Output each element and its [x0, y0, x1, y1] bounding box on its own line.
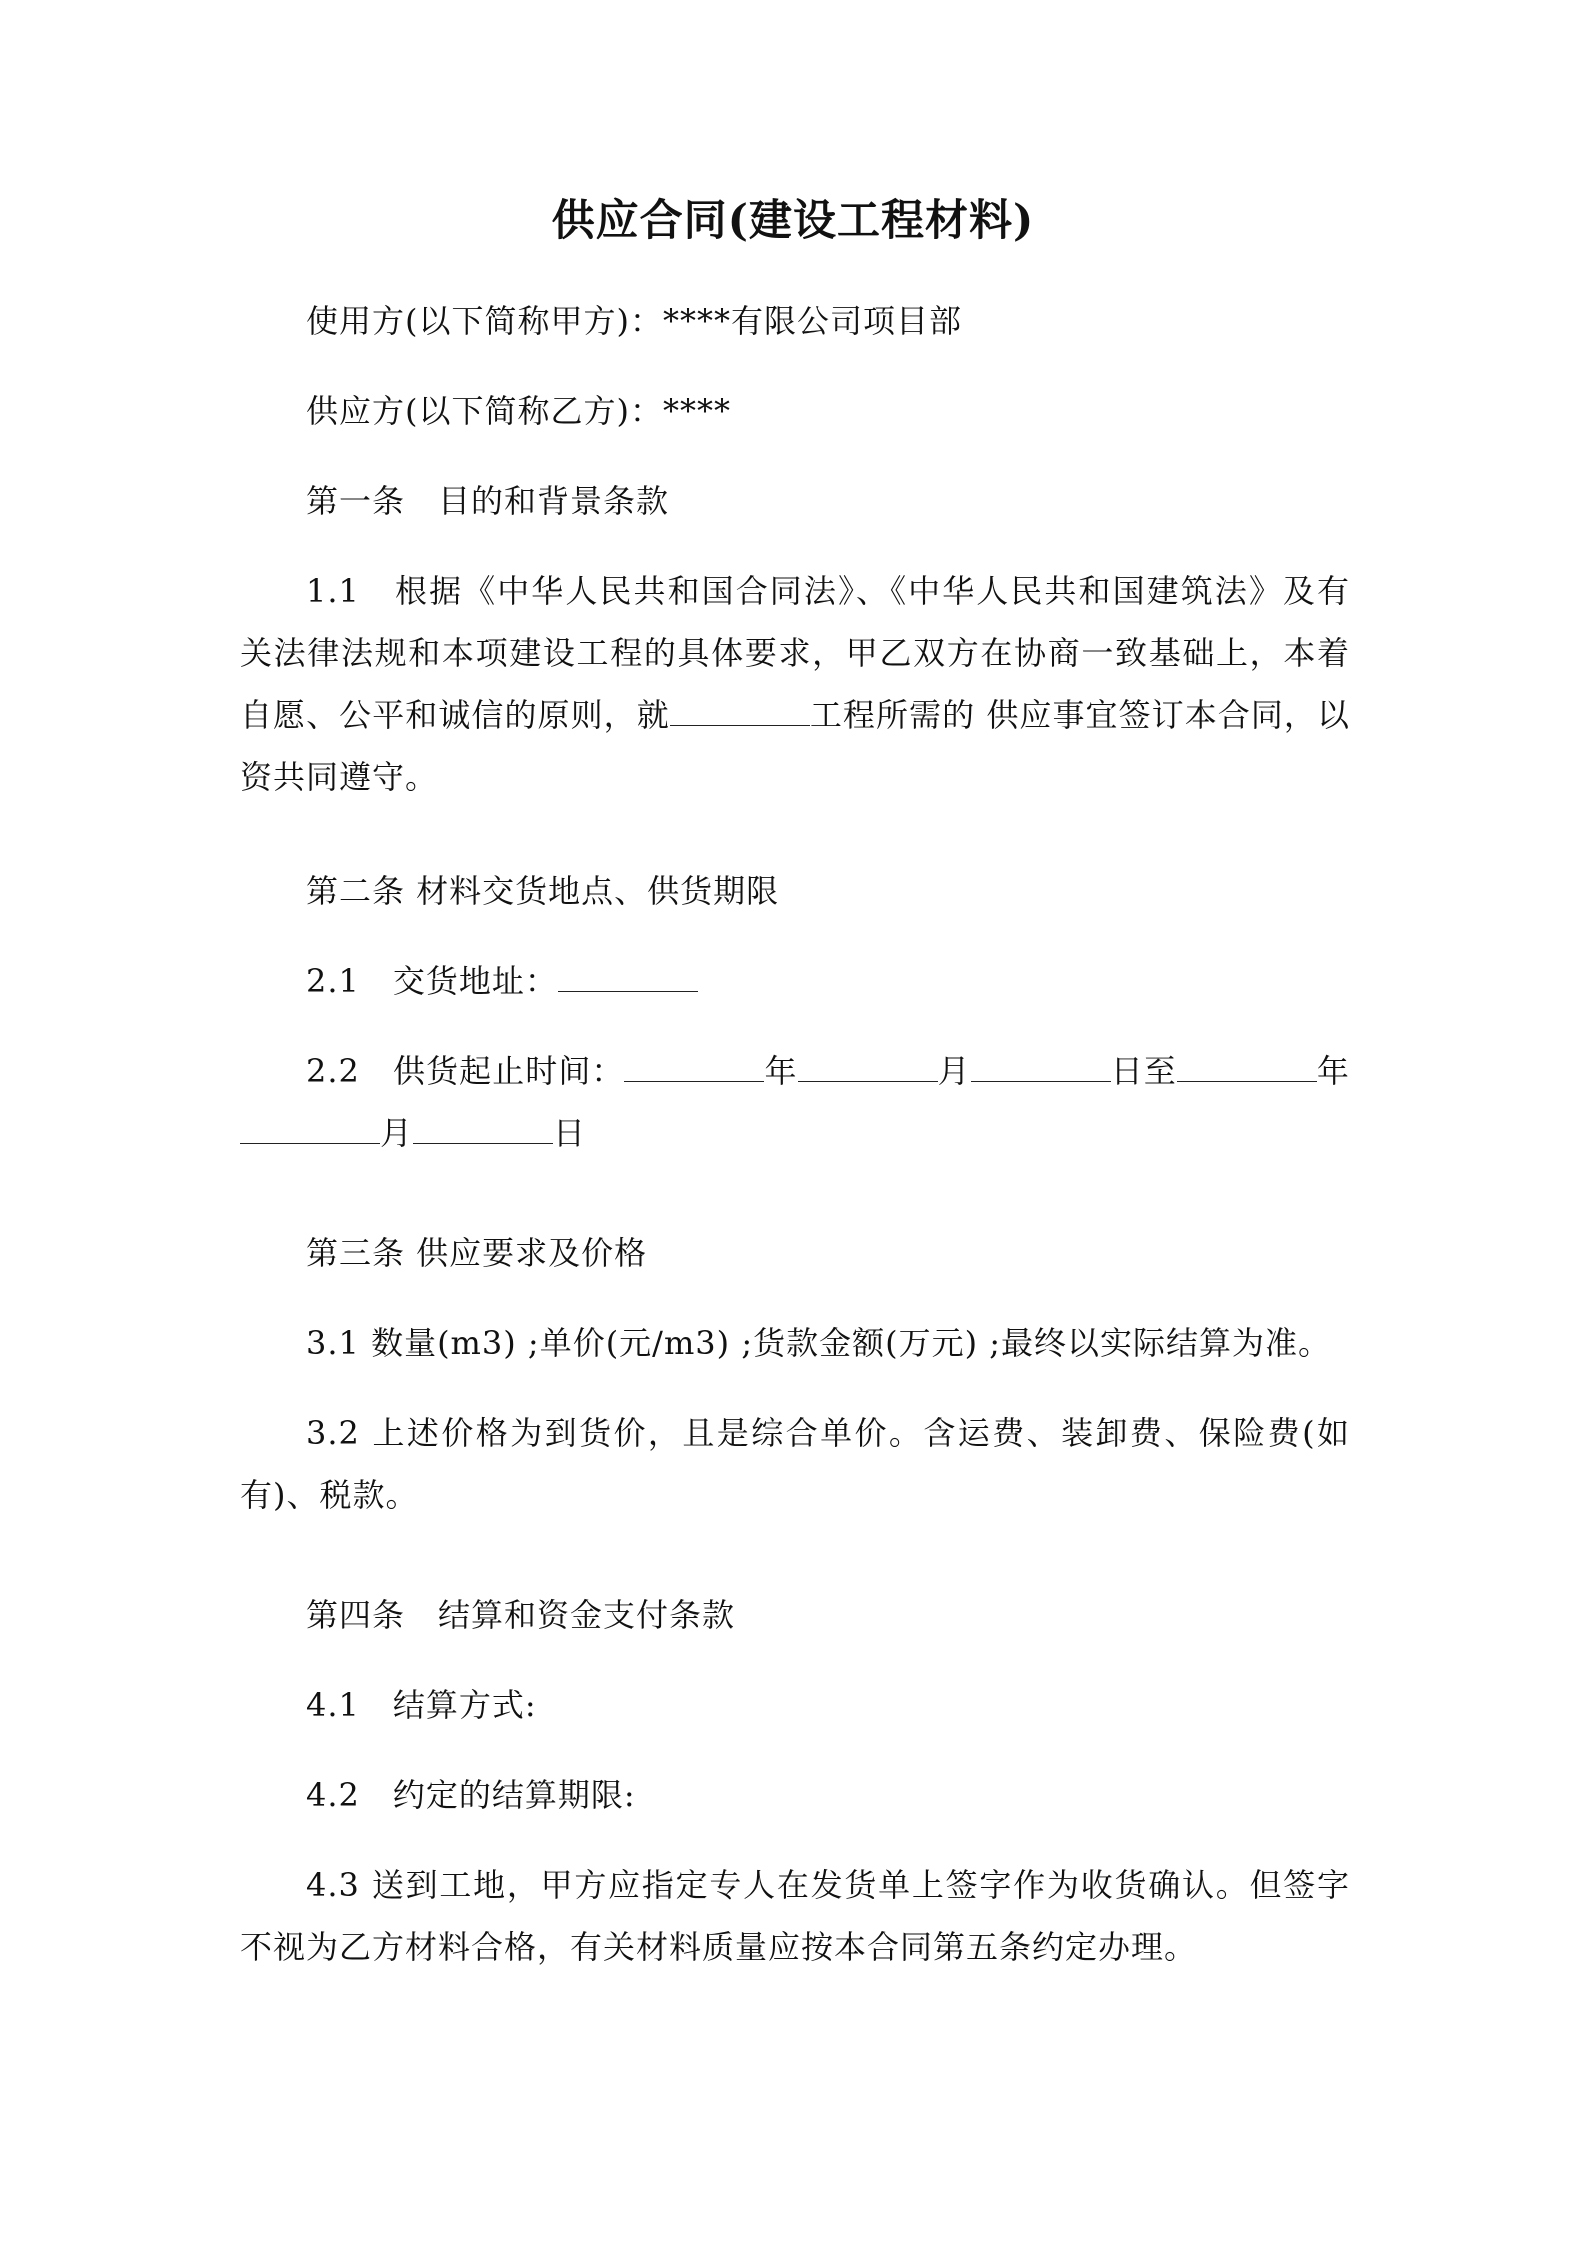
clause-4-3: 4.3 送到工地，甲方应指定专人在发货单上签字作为收货确认。但签字不视为乙方材料合格，有关材料质量应按本合同第五条约定办理。 — [240, 1866, 1350, 1966]
start-year-label: 年 — [764, 1052, 798, 1090]
blank-end-day — [413, 1113, 553, 1144]
blank-delivery-address — [558, 961, 698, 992]
clause-3-2: 3.2 上述价格为到货价，且是综合单价。含运费、装卸费、保险费(如有)、税款。 — [240, 1414, 1350, 1514]
clause-2-2-label: 2.2 供货起止时间： — [306, 1052, 625, 1090]
end-year-label: 年 — [1316, 1052, 1350, 1090]
clause-2-1-text: 2.1 交货地址： — [306, 962, 558, 1000]
blank-start-day — [971, 1051, 1111, 1082]
clause-1-1-text-b: 工程所需的 供应事宜签订本合同，以资共同遵守。 — [240, 696, 1350, 796]
start-month-label: 月 — [937, 1052, 971, 1090]
party-b-line: 供应方(以下简称乙方)：**** — [306, 392, 731, 430]
clause-2-2 — [240, 1040, 1350, 1164]
clause-1-1 — [240, 560, 1350, 808]
blank-start-month — [798, 1051, 938, 1082]
article-2-heading: 第二条 材料交货地点、供货期限 — [306, 872, 780, 910]
clause-4-2: 4.2 约定的结算期限: — [306, 1776, 636, 1814]
start-day-to-label: 日至 — [1110, 1052, 1177, 1090]
clause-2-1 — [240, 950, 1350, 1012]
blank-project-name — [670, 695, 810, 726]
document-title: 供应合同(建设工程材料) — [551, 196, 1035, 246]
clause-1-1-text-a: 1.1 根据《中华人民共和国合同法》、《中华人民共和国建筑法》及有关法律法规和本项建设工程的具体要求，甲乙双方在协商一致基础上，本着自愿、公平和诚信的原则，就 — [240, 572, 1350, 734]
clause-4-1: 4.1 结算方式: — [306, 1686, 537, 1724]
blank-end-month — [240, 1113, 380, 1144]
end-day-label: 日 — [553, 1114, 587, 1152]
blank-end-year — [1177, 1051, 1317, 1082]
article-1-heading: 第一条 目的和背景条款 — [306, 482, 670, 520]
clause-3-1: 3.1 数量(m3) ;单价(元/m3) ;货款金额(万元) ;最终以实际结算为准。 — [306, 1324, 1332, 1362]
end-month-label: 月 — [380, 1114, 414, 1152]
article-3-heading: 第三条 供应要求及价格 — [306, 1234, 648, 1272]
article-4-heading: 第四条 结算和资金支付条款 — [306, 1596, 736, 1634]
blank-start-year — [624, 1051, 764, 1082]
party-a-line: 使用方(以下简称甲方)：****有限公司项目部 — [306, 302, 962, 340]
